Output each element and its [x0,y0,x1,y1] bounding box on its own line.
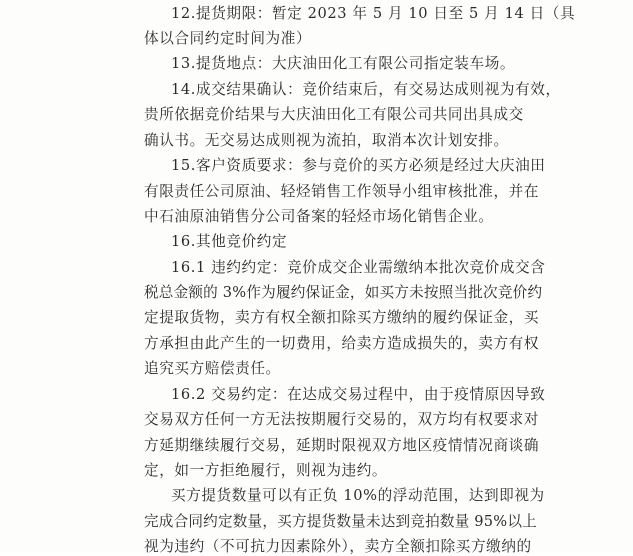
paragraph-line: 16.2 交易约定：在达成交易过程中，由于疫情原因导致 [171,386,546,403]
paragraph-line: 交易双方任何一方无法按期履行交易的，双方均有权要求对 [144,411,540,428]
paragraph-line: 中石油原油销售分公司备案的轻烃市场化销售企业。 [144,208,494,225]
paragraph-line: 完成合同约定数量，买方提货数量未达到竞拍数量 95%以上 [144,513,537,530]
paragraph-line: 买方提货数量可以有正负 10%的浮动范围，达到即视为 [171,487,545,504]
paragraph-line: 定提取货物，卖方有权全额扣除买方缴纳的履约保证金，买 [144,309,540,326]
paragraph-line: 定，如一方拒绝履行，则视为违约。 [144,462,388,479]
paragraph-line: 追究买方赔偿责任。 [144,360,281,377]
paragraph-line: 方延期继续履行交易，延期时限视双方地区疫情情况商谈确 [144,437,540,454]
section-heading: 16.其他竞价约定 [171,233,288,250]
paragraph-line: 14.成交结果确认：竞价结束后，有交易达成则视为有效， [171,81,561,98]
paragraph-line: 确认书。无交易达成则视为流拍，取消本次计划安排。 [144,132,509,149]
paragraph-line: 12.提货期限：暂定 2023 年 5 月 10 日至 5 月 14 日（具 [171,5,576,22]
paragraph-line: 15.客户资质要求：参与竞价的买方必须是经过大庆油田 [171,157,546,174]
paragraph-line: 税总金额的 3%作为履约保证金，如买方未按照当批次竞价约 [144,284,543,301]
paragraph-line: 16.1 违约约定：竞价成交企业需缴纳本批次竞价成交含 [171,259,546,276]
paragraph-line: 体以合同约定时间为准） [144,30,312,47]
paragraph-line: 贵所依据竞价结果与大庆油田化工有限公司共同出具成交 [144,106,524,123]
paragraph-line: 有限责任公司原油、轻烃销售工作领导小组审核批准，并在 [144,183,540,200]
paragraph-line: 视为违约（不可抗力因素除外），卖方全额扣除买方缴纳的 [144,538,532,555]
paragraph-line: 方承担由此产生的一切费用，给卖方造成损失的，卖方有权 [144,335,540,352]
paragraph-line: 13.提货地点：大庆油田化工有限公司指定装车场。 [171,55,516,72]
